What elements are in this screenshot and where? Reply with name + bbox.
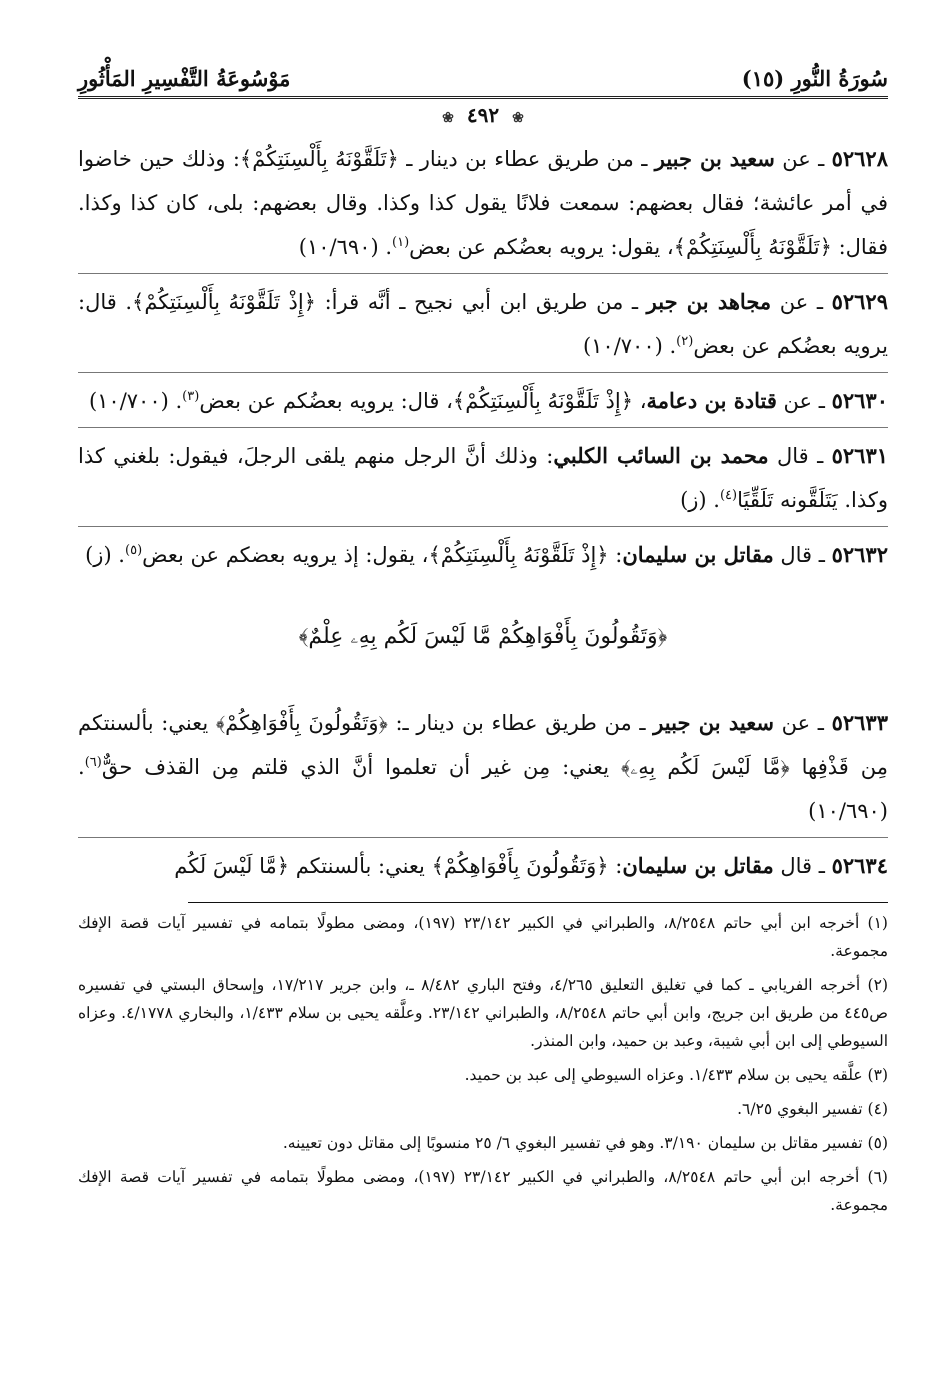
footnote-separator: [188, 902, 888, 903]
entry-text: ،: [633, 389, 647, 413]
book-page: [78, 52, 888, 1352]
entry-text: :: [608, 543, 623, 567]
entry-reference: . (١٠/٧٠٠): [88, 389, 183, 413]
quran-quote: ﴿وَتَقُولُونَ بِأَفْوَاهِكُمْ﴾: [215, 711, 388, 735]
footnote-marker[interactable]: (٢): [676, 334, 694, 349]
entry: [78, 373, 888, 428]
entry-text: ، يقول: إذ يرويه بعضكم عن بعض: [142, 543, 429, 567]
footnotes: [78, 909, 888, 1219]
surah-title: سُورَةُ النُّورِ (١٥): [741, 66, 888, 91]
footnote: (١) أخرجه ابن أبي حاتم ٨/٢٥٤٨، والطبراني في الكبير ٢٣/١٤٢ (١٩٧)، ومضى مطولًا بتمامه في تفسير آيات قصة الإفك مجموعة.: [78, 914, 888, 960]
entry-text: ، يقول: يرويه بعضُكم عن بعض: [409, 235, 674, 259]
entry-number: ٥٢٦٣٠: [831, 388, 888, 413]
entry-text: يعني: بألسنتكم: [289, 854, 432, 878]
footnote-marker[interactable]: (٣): [182, 389, 200, 404]
footnote: (٦) أخرجه ابن أبي حاتم ٨/٢٥٤٨، والطبراني في الكبير ٢٣/١٤٢ (١٩٧)، ومضى مطولًا بتمامه في تفسير آيات قصة الإفك مجموعة.: [78, 1168, 888, 1214]
entry-intro: ـ عن: [774, 147, 825, 171]
entry-text: . قال: يرويه بعضُكم عن بعض: [78, 290, 888, 358]
entry-text: : وذلك حين خاضوا في أمر عائشة؛ فقال بعضهم: سمعت فلانًا يقول كذا وكذا. وقال بعضهم: بلى، كان كذا وكذا. فقال:: [78, 147, 888, 259]
entry-author: مقاتل بن سليمان: [622, 853, 774, 878]
entry-author: سعيد بن جبير: [654, 146, 775, 171]
entry-number: ٥٢٦٢٨: [831, 146, 888, 171]
footnote: (٢) أخرجه الفريابي ـ كما في تغليق التعليق ٤/٢٦٥، وفتح الباري ٨/٤٨٢ ـ، وابن جرير ١٧/٢١٧، وإسحاق البستي في تفسيره ص٤٤٥ من طريق ابن جريج، وابن أبي حاتم ٨/٢٥٤٨، والطبراني ٢٣/١٤٢. وعلَّقه يحيى بن سلام ١/٤٣٣، والبخاري ٤/١٧٧٨. وعزاه السيوطي إلى ابن أبي شيبة، وعبد بن حميد، وابن المنذر.: [78, 976, 888, 1050]
entry-reference: . (١٠/٧٠٠): [582, 334, 677, 358]
ornament-icon: ❀: [512, 110, 524, 126]
entry: [78, 274, 888, 373]
entry-text: ـ من طريق عطاء بن دينار ـ:: [387, 711, 654, 735]
entry-intro: ـ عن: [773, 711, 824, 735]
entry-reference: . (١٠/٦٩٠): [298, 235, 393, 259]
entry-number: ٥٢٦٢٩: [831, 289, 888, 314]
entry-text: : وذلك أنَّ الرجل منهم يلقى الرجلَ، فيقول: بلغني كذا وكذا. يَتَلَقَّونه تَلَقِّيًا: [78, 444, 888, 512]
footnote: (٣) علَّقه يحيى بن سلام ١/٤٣٣. وعزاه السيوطي إلى عبد بن حميد.: [464, 1066, 888, 1084]
entry-text: ـ من طريق ابن أبي نجيح ـ أنَّه قرأ:: [316, 290, 647, 314]
quran-quote: ﴿تَلَقَّوْنَهُ بِأَلْسِنَتِكُمْ﴾: [239, 147, 399, 171]
quran-quote: ﴿إِذْ تَلَقَّوْنَهُ بِأَلْسِنَتِكُمْ﴾: [132, 290, 316, 314]
entry: [78, 695, 888, 838]
entry: [78, 527, 888, 581]
entry-number: ٥٢٦٣١: [831, 443, 889, 468]
footnote-marker[interactable]: (٤): [719, 488, 738, 503]
page-number-line: [78, 103, 888, 131]
quran-quote: ﴿وَتَقُولُونَ بِأَفْوَاهِكُمْ﴾: [431, 854, 609, 878]
entry-author: مقاتل بن سليمان: [622, 542, 774, 567]
quran-quote: ﴿إِذْ تَلَقَّوْنَهُ بِأَلْسِنَتِكُمْ﴾: [452, 389, 634, 413]
entry: [78, 131, 888, 274]
quran-quote: ﴿تَلَقَّوْنَهُ بِأَلْسِنَتِكُمْ﴾: [673, 235, 832, 259]
quran-quote: ﴿مَّا لَيْسَ لَكُم: [174, 854, 290, 878]
running-header: [78, 52, 888, 99]
entry-intro: ـ قال: [773, 854, 825, 878]
entry-text: :: [608, 854, 623, 878]
quran-quote: ﴿مَّا لَيْسَ لَكُم بِهِۦ﴾: [621, 755, 790, 779]
verse-heading: ﴿وَتَقُولُونَ بِأَفْوَاهِكُمْ مَّا لَيْسَ لَكُم بِهِۦ عِلْمٌ﴾: [298, 624, 668, 649]
ornament-icon: ❀: [442, 110, 454, 126]
entry-reference: . (١٠/٦٩٠): [78, 755, 888, 823]
main-text: [78, 131, 888, 892]
footnote-marker[interactable]: (٦): [84, 755, 102, 770]
entry-author: مجاهد بن جبر: [646, 289, 772, 314]
entry: [78, 838, 888, 892]
entry-text: يعني: مِن غير أن تعلموا أنَّ الذي قلتم مِن القذف حقٌّ: [101, 755, 621, 779]
page-number: ٤٩٢: [466, 103, 500, 127]
footnote-marker[interactable]: (١): [392, 235, 410, 250]
entry-text: يعني: بألسنتكم مِن قَذْفِها: [78, 711, 889, 779]
footnote: (٤) تفسير البغوي ٦/٢٥.: [737, 1100, 888, 1118]
entry-author: سعيد بن جبير: [653, 710, 774, 735]
entry-intro: ـ قال: [768, 444, 824, 468]
entry-number: ٥٢٦٣٢: [831, 542, 888, 567]
entry-intro: ـ عن: [771, 290, 823, 314]
footnote: (٥) تفسير مقاتل بن سليمان ٣/١٩٠. وهو في تفسير البغوي ٦/ ٢٥ منسوبًا إلى مقاتل دون تعيينه.: [282, 1134, 888, 1152]
entry-number: ٥٢٦٣٣: [831, 710, 888, 735]
entry-text: ، قال: يرويه بعضُكم عن بعض: [199, 389, 453, 413]
entry-author: محمد بن السائب الكلبي: [553, 443, 769, 468]
entry: [78, 428, 888, 527]
entry-reference: . (ز): [85, 543, 125, 567]
footnote-marker[interactable]: (٥): [125, 543, 143, 558]
entry-intro: ـ عن: [776, 389, 825, 413]
entry-intro: ـ قال: [773, 543, 825, 567]
entry-reference: . (ز): [680, 488, 720, 512]
entry-number: ٥٢٦٣٤: [831, 853, 888, 878]
book-title: مَوْسُوعَةُ التَّفْسِيرِ المَأْثُورِ: [78, 66, 291, 91]
entry-author: قتادة بن دعامة: [646, 388, 777, 413]
quran-quote: ﴿إِذْ تَلَقَّوْنَهُ بِأَلْسِنَتِكُمْ﴾: [428, 543, 609, 567]
entry-text: ـ من طريق عطاء بن دينار ـ: [398, 147, 655, 171]
